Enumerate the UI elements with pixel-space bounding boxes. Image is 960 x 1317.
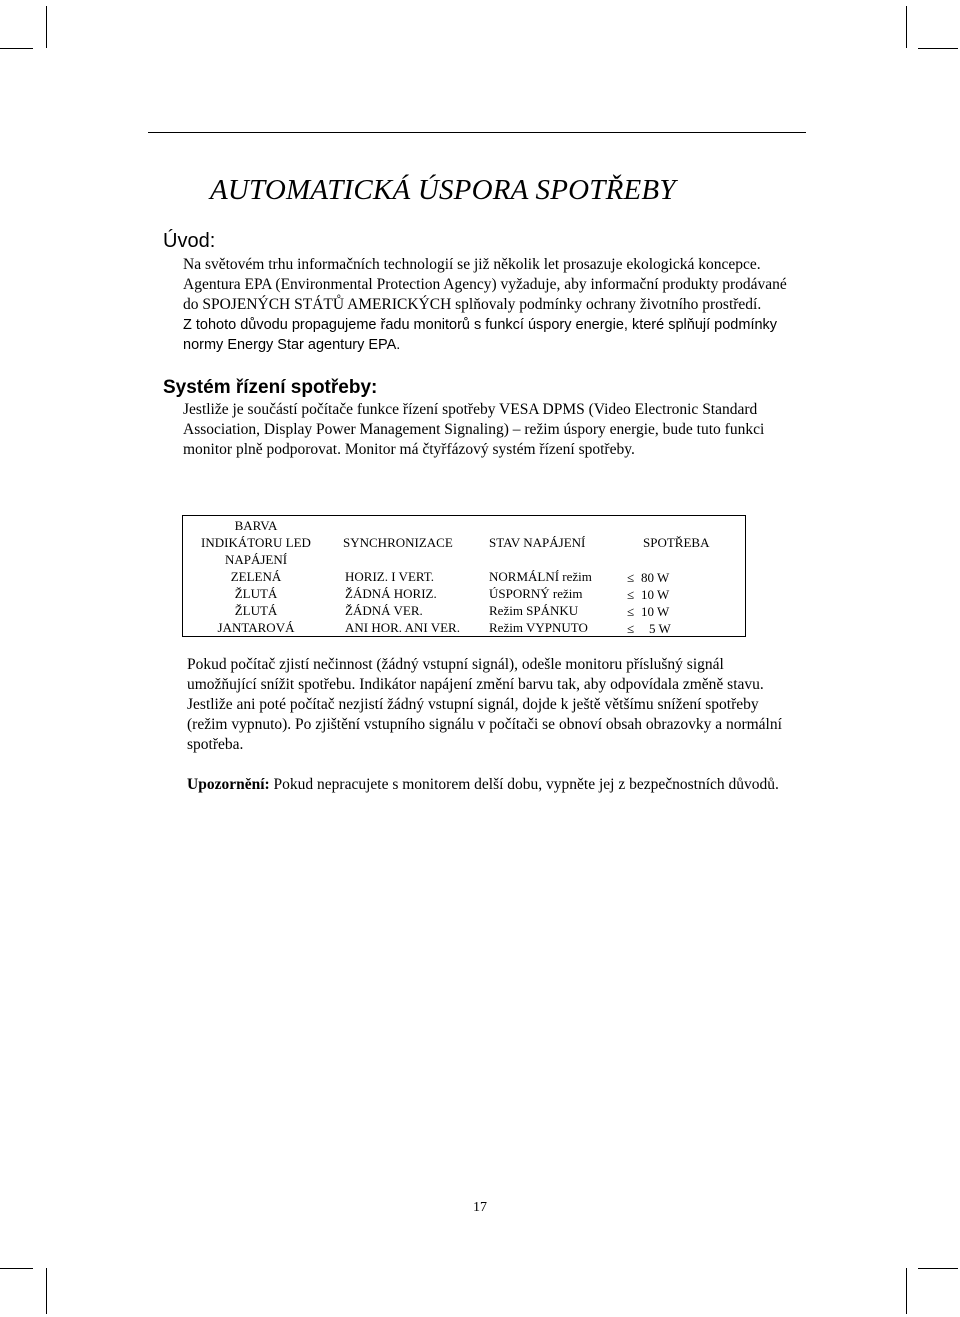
intro-paragraph-energy-star: Z tohoto důvodu propagujeme řadu monitorů s funkcí úspory energie, které splňují podmínky normy Energy Star agentury EPA.: [183, 317, 778, 353]
header-rule: [148, 132, 806, 133]
warning-label: Upozornění:: [187, 776, 270, 793]
crop-mark: [918, 1268, 958, 1269]
page-title: AUTOMATICKÁ ÚSPORA SPOTŘEBY: [210, 174, 676, 206]
less-equal-symbol: ≤: [627, 621, 635, 636]
crop-mark: [906, 1268, 907, 1314]
crop-mark: [918, 48, 958, 49]
table-header-led: [183, 517, 329, 568]
signal-paragraph: Pokud počítač zjistí nečinnost (žádný vstupní signál), odešle monitoru příslušný signál umožňující snížit spotřebu. Indikátor napájení změní barvu tak, aby odpovídala změně stavu. Jestliže ani poté počítač nezjistí žádný vstupní signál, dojde k ještě většímu snížení spotřeby (režim vypnuto). Po zjištění vstupního signálu v počítači se obnoví obsah obrazovky a normální spotřeba.: [187, 656, 782, 753]
table-cell-state: Režim VYPNUTO: [489, 620, 588, 635]
table-cell-led: JANTAROVÁ: [217, 620, 295, 635]
table-cell-sync: HORIZ. I VERT.: [345, 569, 435, 584]
table-column-led: [183, 568, 329, 636]
warning-text: Pokud nepracujete s monitorem delší dobu, vypněte jej z bezpečnostních důvodů.: [269, 776, 779, 793]
less-equal-symbol: ≤: [627, 587, 635, 602]
table-cell-led: ZELENÁ: [230, 569, 282, 584]
system-paragraph: Jestliže je součástí počítače funkce řízení spotřeby VESA DPMS (Video Electronic Standard Association, Display Power Management Signaling) – režim úspory energie, bude tuto funkci monitor plně podporovat. Monitor má čtyřfázový systém řízení spotřeby.: [183, 401, 765, 458]
table-header-led-line: NAPÁJENÍ: [224, 552, 288, 567]
intro-heading: Úvod:: [163, 230, 216, 252]
table-column-state: [489, 568, 592, 636]
warning-paragraph: [187, 775, 797, 795]
consumption-value: 10 W: [641, 587, 670, 602]
table-cell-state: ÚSPORNÝ režim: [489, 586, 583, 601]
system-heading: Systém řízení spotřeby:: [163, 377, 378, 398]
consumption-value: 5 W: [649, 621, 671, 636]
table-column-sync: [345, 568, 460, 636]
table-cell-state: Režim SPÁNKU: [489, 603, 579, 618]
less-equal-symbol: ≤: [627, 604, 635, 619]
table-column-consumption: [627, 569, 671, 637]
crop-mark: [906, 6, 907, 48]
table-cell-consumption: [627, 620, 671, 637]
power-management-table: [182, 515, 746, 637]
table-cell-consumption: [627, 586, 671, 603]
intro-paragraph: Na světovém trhu informačních technologií se již několik let prosazuje ekologická koncepce. Agentura EPA (Environmental Protection Agency) vyžaduje, aby informační produkty prodávané do SPOJENÝCH STÁTŮ AMERICKÝCH splňovaly podmínky ochrany životního prostředí.: [183, 256, 787, 313]
table-header-state: STAV NAPÁJENÍ: [489, 535, 586, 550]
table-cell-sync: ANI HOR. ANI VER.: [345, 620, 460, 635]
consumption-value: 80 W: [641, 570, 670, 585]
crop-mark: [46, 6, 47, 48]
table-cell-consumption: [627, 603, 671, 620]
table-header-led-line: INDIKÁTORU LED: [201, 535, 311, 550]
page-number: 17: [473, 1200, 487, 1215]
table-header-sync: SYNCHRONIZACE: [343, 535, 453, 550]
table-cell-sync: ŽÁDNÁ VER.: [345, 603, 423, 618]
table-header-led-line: BARVA: [234, 518, 278, 533]
table-cell-consumption: [627, 569, 671, 586]
crop-mark: [0, 1268, 33, 1269]
table-cell-led: ŽLUTÁ: [234, 603, 278, 618]
table-cell-led: ŽLUTÁ: [234, 586, 278, 601]
table-cell-state: NORMÁLNÍ režim: [489, 569, 592, 584]
less-equal-symbol: ≤: [627, 570, 635, 585]
crop-mark: [46, 1268, 47, 1314]
table-header-consumption: SPOTŘEBA: [643, 535, 710, 550]
consumption-value: 10 W: [641, 604, 670, 619]
crop-mark: [0, 48, 33, 49]
table-cell-sync: ŽÁDNÁ HORIZ.: [345, 586, 437, 601]
